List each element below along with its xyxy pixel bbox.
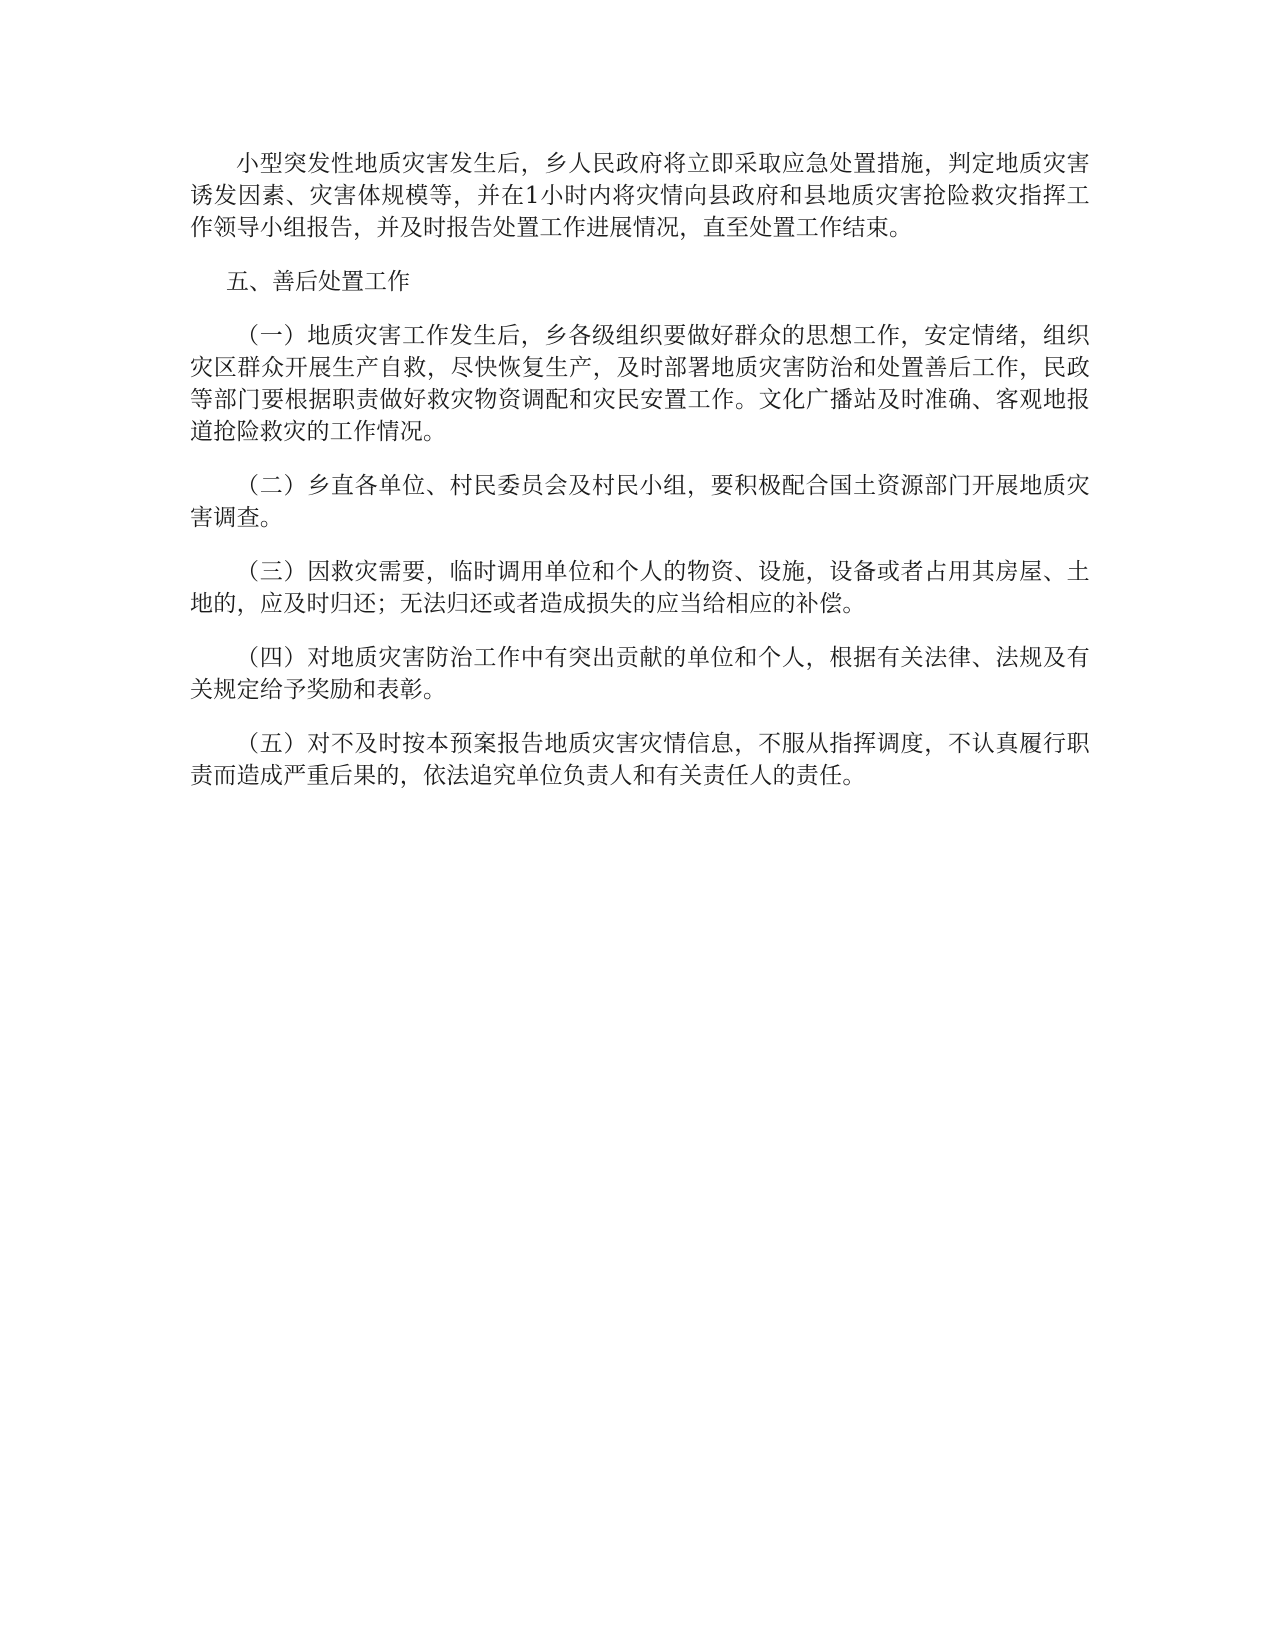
paragraph-item-1: （一）地质灾害工作发生后，乡各级组织要做好群众的思想工作，安定情绪，组织灾区群众开展生产自救，尽快恢复生产，及时部署地质灾害防治和处置善后工作，民政等部门要根据职责做好救灾物资调配和灾民安置工作。文化广播站及时准确、客观地报道抢险救灾的工作情况。 bbox=[190, 323, 1090, 445]
paragraph-item-2: （二）乡直各单位、村民委员会及村民小组，要积极配合国土资源部门开展地质灾害调查。 bbox=[190, 473, 1090, 531]
section-heading-aftermath: 五、善后处置工作 bbox=[226, 269, 410, 295]
document-body bbox=[190, 148, 1090, 814]
paragraph-item-5: （五）对不及时按本预案报告地质灾害灾情信息，不服从指挥调度，不认真履行职责而造成严重后果的，依法追究单位负责人和有关责任人的责任。 bbox=[190, 731, 1090, 789]
paragraph-emergency-response: 小型突发性地质灾害发生后，乡人民政府将立即采取应急处置措施，判定地质灾害诱发因素、灾害体规模等，并在1小时内将灾情向县政府和县地质灾害抢险救灾指挥工作领导小组报告，并及时报告处置工作进展情况，直至处置工作结束。 bbox=[190, 151, 1090, 241]
paragraph-item-4: （四）对地质灾害防治工作中有突出贡献的单位和个人，根据有关法律、法规及有关规定给予奖励和表彰。 bbox=[190, 645, 1090, 703]
paragraph-item-3: （三）因救灾需要，临时调用单位和个人的物资、设施，设备或者占用其房屋、土地的，应及时归还；无法归还或者造成损失的应当给相应的补偿。 bbox=[190, 559, 1090, 617]
